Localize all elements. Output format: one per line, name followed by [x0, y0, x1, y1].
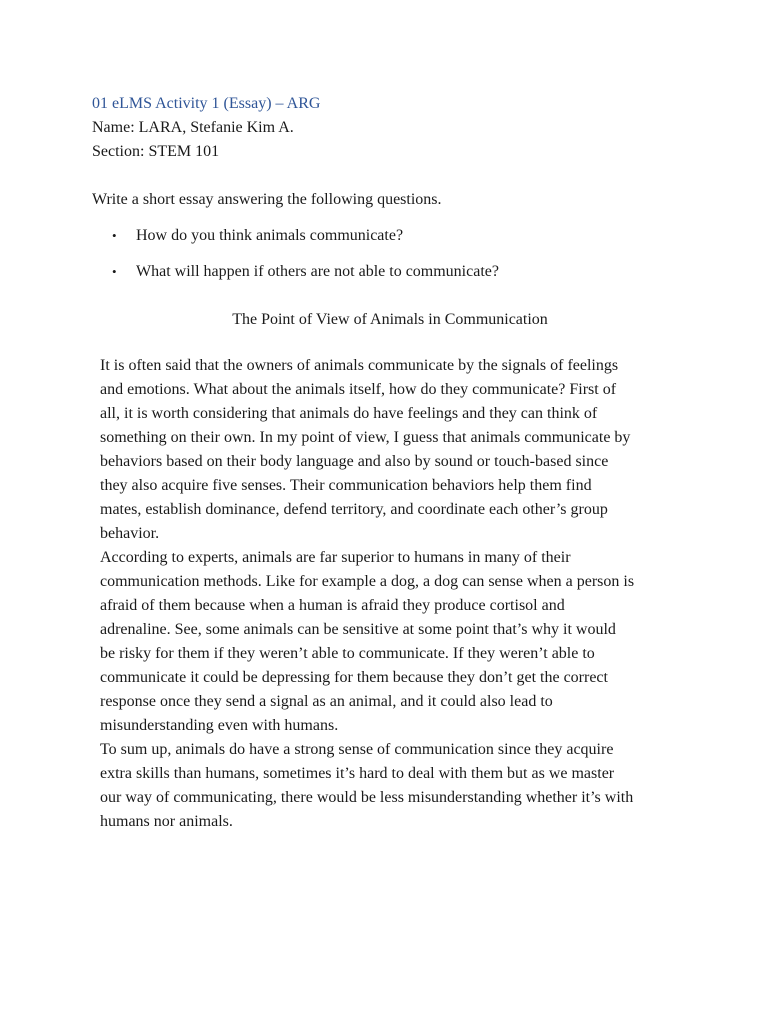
paragraph-line: communication methods. Like for example a dog, a dog can sense when a person is [100, 573, 635, 590]
paragraph-line: mates, establish dominance, defend territory, and coordinate each other’s group [100, 501, 608, 518]
activity-title: 01 eLMS Activity 1 (Essay) – ARG [92, 95, 321, 112]
paragraph-line: According to experts, animals are far superior to humans in many of their [100, 549, 571, 566]
paragraph-line: humans nor animals. [100, 813, 233, 830]
student-section: Section: STEM 101 [92, 143, 220, 160]
paragraph-line: they also acquire five senses. Their communication behaviors help them find [100, 477, 592, 494]
paragraph-line: misunderstanding even with humans. [100, 717, 339, 734]
question-text: How do you think animals communicate? [136, 227, 404, 244]
paragraph-line: To sum up, animals do have a strong sense of communication since they acquire [100, 741, 614, 758]
paragraph-line: extra skills than humans, sometimes it’s hard to deal with them but as we master [100, 765, 615, 782]
paragraph-line: behaviors based on their body language and also by sound or touch-based since [100, 453, 609, 470]
paragraph-line: all, it is worth considering that animals do have feelings and they can think of [100, 405, 598, 422]
paragraph-line: something on their own. In my point of view, I guess that animals communicate by [100, 429, 631, 446]
bullet-icon: • [112, 228, 117, 243]
paragraph-line: our way of communicating, there would be less misunderstanding whether it’s with [100, 789, 634, 806]
document-content [92, 92, 692, 834]
paragraph-line: communicate it could be depressing for them because they don’t get the correct [100, 669, 608, 686]
question-item [92, 224, 692, 248]
student-name: Name: LARA, Stefanie Kim A. [92, 119, 294, 136]
paragraph-line: and emotions. What about the animals itself, how do they communicate? First of [100, 381, 617, 398]
paragraph-line: behavior. [100, 525, 160, 542]
bullet-icon: • [112, 264, 117, 279]
paragraph-line: It is often said that the owners of animals communicate by the signals of feelings [100, 357, 619, 374]
essay-paragraph-1 [92, 354, 688, 546]
question-list [92, 224, 692, 284]
essay-paragraph-2 [92, 546, 688, 738]
instructions-text: Write a short essay answering the following questions. [92, 191, 442, 208]
paragraph-line: response once they send a signal as an animal, and it could also lead to [100, 693, 553, 710]
paragraph-line: adrenaline. See, some animals can be sensitive at some point that’s why it would [100, 621, 616, 638]
paragraph-line: afraid of them because when a human is afraid they produce cortisol and [100, 597, 565, 614]
essay-paragraph-3 [92, 738, 688, 834]
question-text: What will happen if others are not able to communicate? [136, 263, 499, 280]
question-item [92, 260, 692, 284]
essay-body [92, 354, 688, 834]
essay-title: The Point of View of Animals in Communication [232, 311, 548, 328]
paragraph-line: be risky for them if they weren’t able to communicate. If they weren’t able to [100, 645, 595, 662]
